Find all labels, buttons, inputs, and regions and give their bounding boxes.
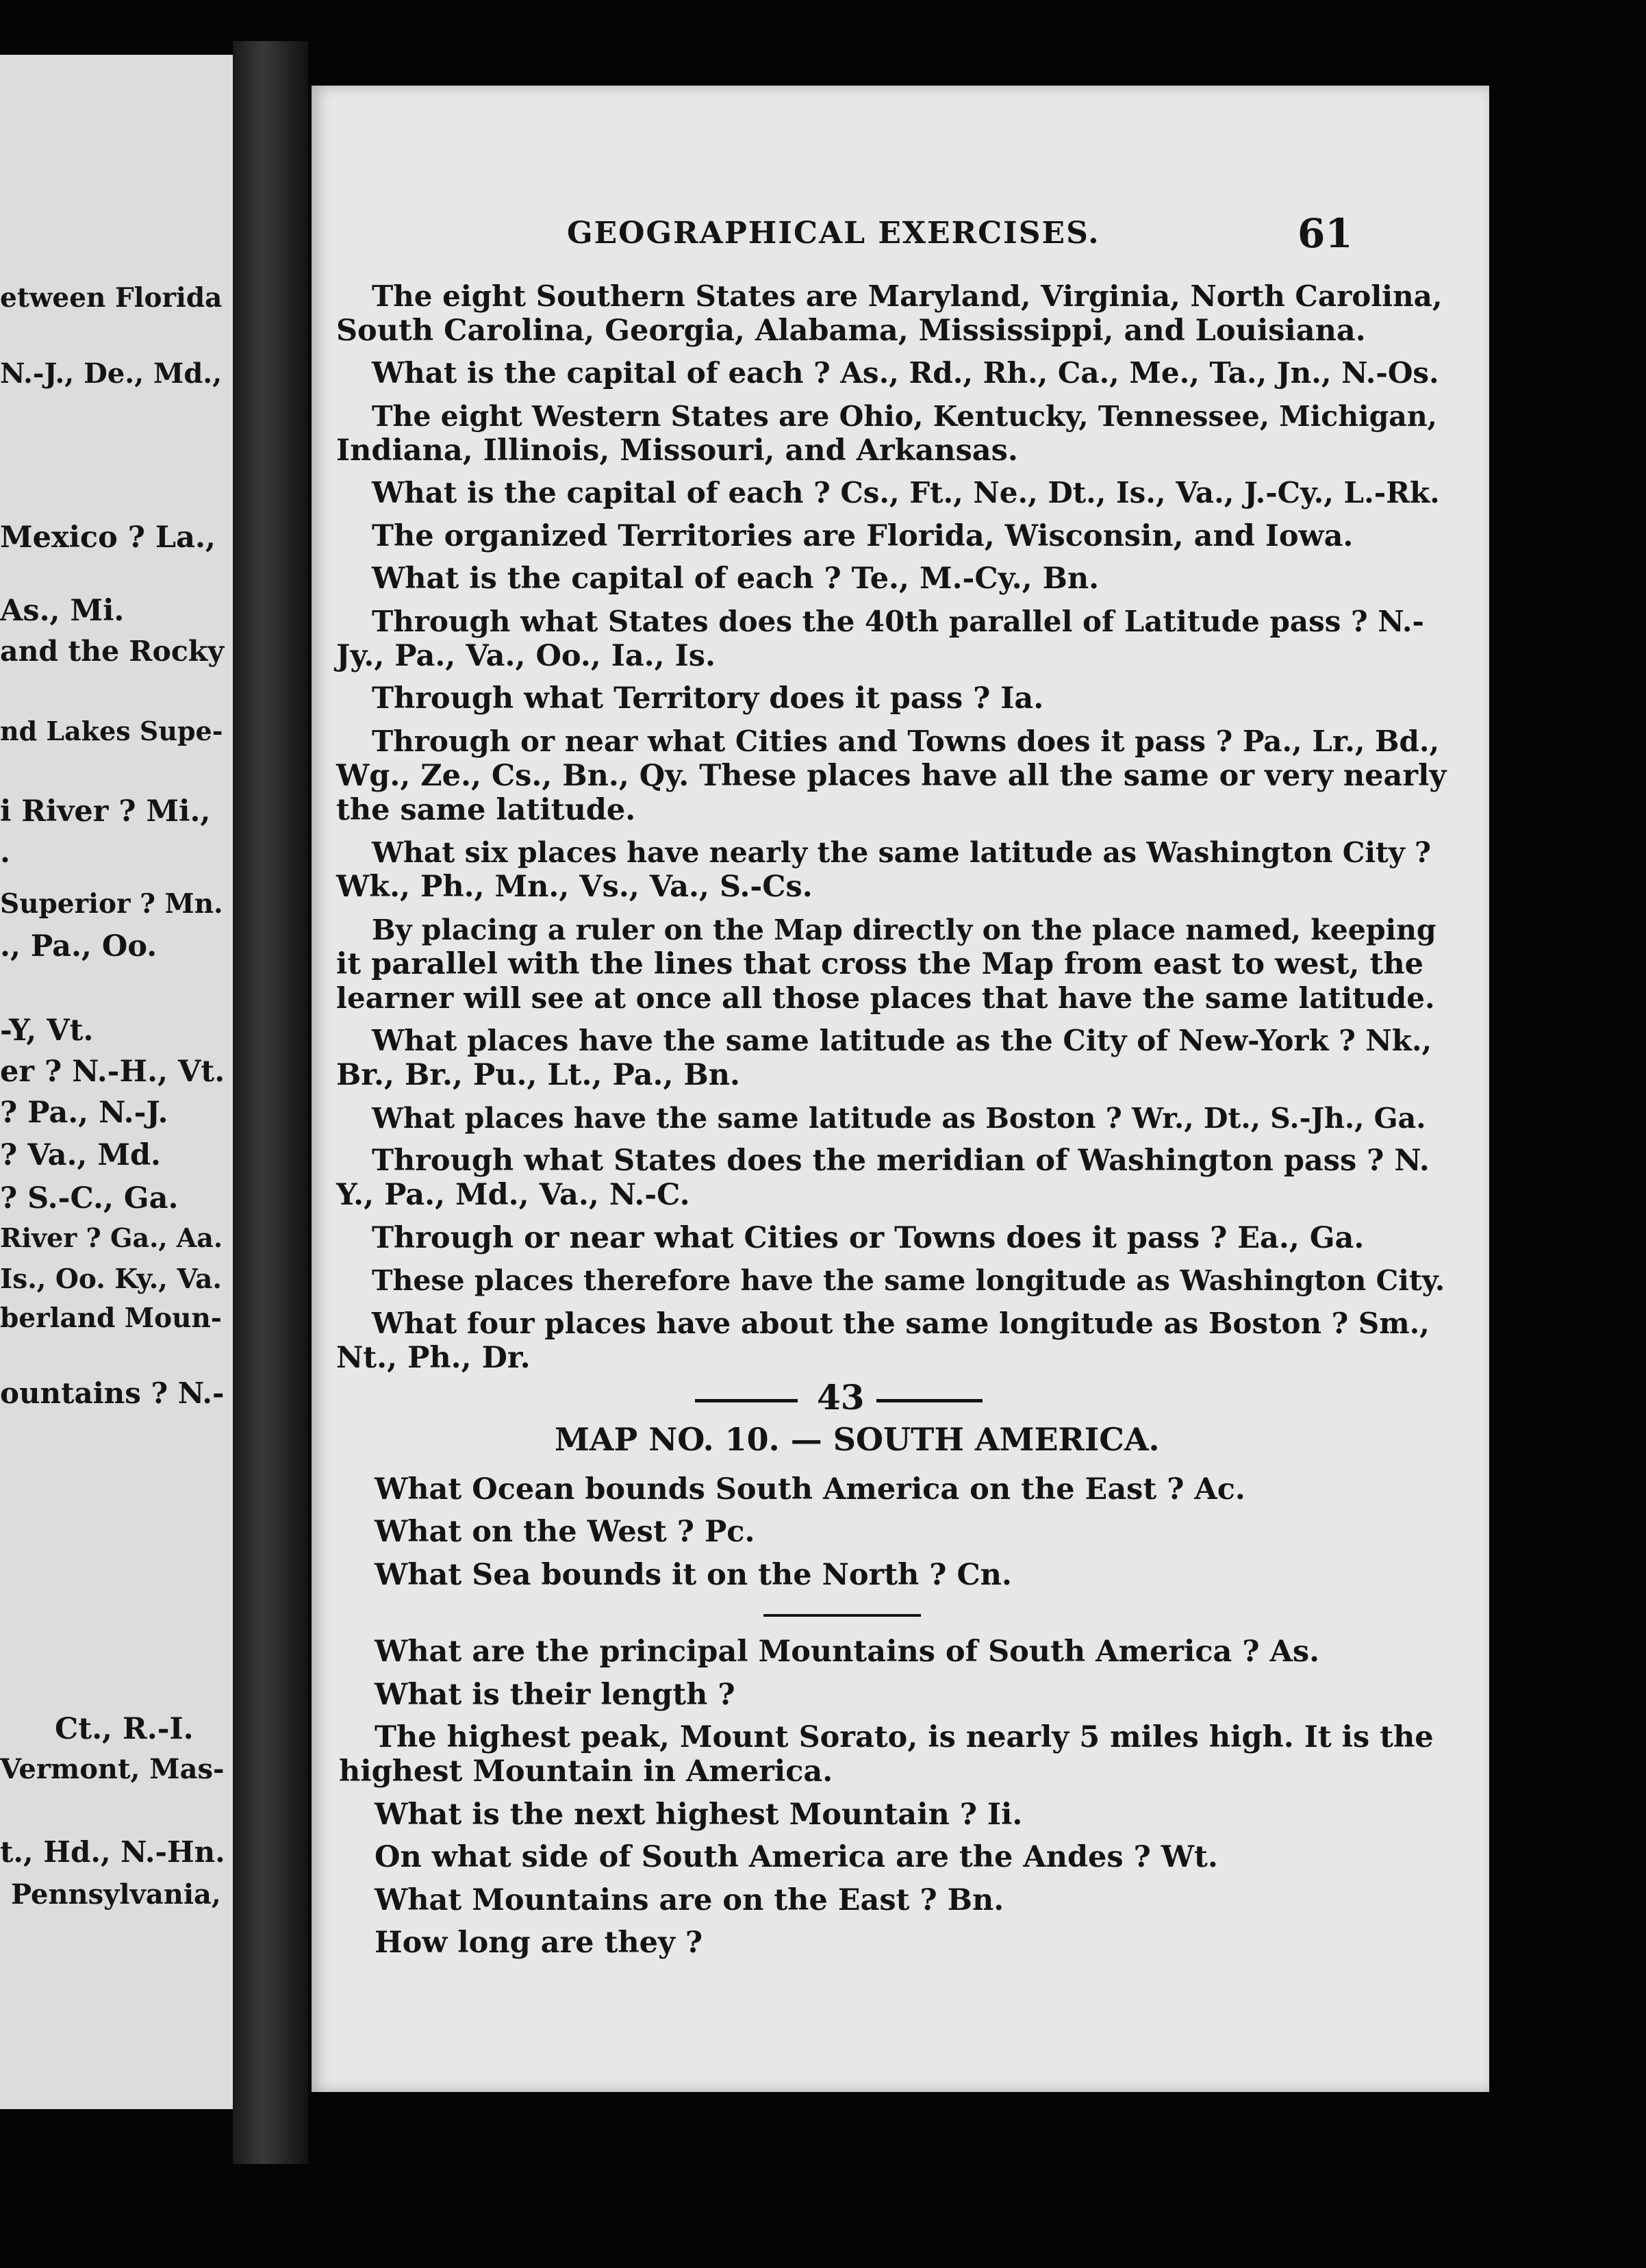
section-heading: MAP NO. 10. — SOUTH AMERICA. — [555, 1421, 1160, 1458]
section-number: 43 — [817, 1377, 865, 1418]
text-line: Br., Br., Pu., Lt., Pa., Bn. — [336, 1058, 740, 1092]
text-line: The eight Southern States are Maryland, Virginia, North Carolina, — [372, 279, 1443, 313]
text-line: The organized Territories are Florida, Wisconsin, and Iowa. — [372, 519, 1354, 553]
left-fragment-line: ? Va., Md. — [0, 1138, 161, 1172]
left-fragment-line: Pennsylvania, — [11, 1878, 221, 1911]
text-line: What is the next highest Mountain ? Ii. — [375, 1798, 1023, 1832]
left-fragment-line: ? S.-C., Ga. — [0, 1181, 179, 1215]
text-line: Through or near what Cities and Towns does it pass ? Pa., Lr., Bd., — [372, 724, 1440, 758]
left-fragment-line: i River ? Mi., — [0, 794, 211, 829]
left-fragment-line: Vermont, Mas- — [0, 1753, 225, 1785]
text-line: What Ocean bounds South America on the East ? Ac. — [375, 1472, 1245, 1507]
text-line: the same latitude. — [336, 793, 636, 827]
left-fragment-line: er ? N.-H., Vt. — [0, 1055, 225, 1089]
text-line: How long are they ? — [375, 1926, 703, 1960]
left-fragment-line: . — [0, 835, 10, 870]
text-line: learner will see at once all those places that have the same latitude. — [336, 981, 1435, 1015]
text-line: On what side of South America are the Andes ? Wt. — [375, 1840, 1218, 1874]
book-page — [312, 86, 1489, 2092]
left-fragment-line: etween Florida — [0, 282, 223, 314]
left-fragment-line: ountains ? N.- — [0, 1376, 225, 1410]
text-line: Through what States does the 40th parallel of Latitude pass ? N.- — [372, 605, 1424, 638]
left-page-fragment — [0, 55, 237, 2109]
left-fragment-line: Superior ? Mn. — [0, 888, 223, 920]
left-fragment-line: N.-J., De., Md., — [0, 357, 223, 390]
text-line: South Carolina, Georgia, Alabama, Mississippi, and Louisiana. — [336, 314, 1366, 348]
text-line: What is the capital of each ? As., Rd., Rh., Ca., Me., Ta., Jn., N.-Os. — [372, 356, 1439, 390]
running-head-title: GEOGRAPHICAL EXERCISES. — [567, 216, 1100, 251]
text-line: highest Mountain in America. — [339, 1754, 833, 1789]
left-fragment-line: River ? Ga., Aa. — [0, 1222, 223, 1253]
short-divider-rule — [763, 1614, 921, 1617]
text-line: What is the capital of each ? Cs., Ft., Ne., Dt., Is., Va., J.-Cy., L.-Rk. — [372, 476, 1440, 509]
text-line: What places have the same latitude as Boston ? Wr., Dt., S.-Jh., Ga. — [372, 1102, 1426, 1135]
left-fragment-line: t., Hd., N.-Hn. — [0, 1835, 225, 1869]
text-line: Through what States does the meridian of Washington pass ? N. — [372, 1144, 1430, 1178]
left-fragment-line: and the Rocky — [0, 635, 225, 668]
text-line: Jy., Pa., Va., Oo., Ia., Is. — [336, 639, 716, 673]
text-line: What on the West ? Pc. — [375, 1515, 755, 1549]
text-line: What six places have nearly the same latitude as Washington City ? — [372, 836, 1431, 869]
text-line: Through or near what Cities or Towns does it pass ? Ea., Ga. — [372, 1221, 1365, 1255]
section-rule-right — [876, 1399, 983, 1402]
left-fragment-line: Ct., R.-I. — [55, 1712, 194, 1746]
text-line: What is their length ? — [375, 1678, 735, 1712]
book-gutter — [233, 41, 308, 2164]
text-line: What are the principal Mountains of South America ? As. — [375, 1635, 1320, 1669]
text-line: Y., Pa., Md., Va., N.-C. — [336, 1178, 690, 1212]
left-fragment-line: ., Pa., Oo. — [0, 929, 157, 963]
left-fragment-line: -Y, Vt. — [0, 1013, 94, 1048]
text-line: The eight Western States are Ohio, Kentucky, Tennessee, Michigan, — [372, 400, 1437, 433]
section-rule-left — [695, 1399, 798, 1402]
text-line: What four places have about the same longitude as Boston ? Sm., — [372, 1307, 1430, 1340]
running-head — [312, 210, 1489, 264]
text-line: it parallel with the lines that cross the Map from east to west, the — [336, 947, 1423, 981]
left-fragment-line: Mexico ? La., — [0, 520, 216, 555]
left-fragment-line: Is., Oo. Ky., Va. — [0, 1263, 222, 1295]
text-line: These places therefore have the same longitude as Washington City. — [372, 1264, 1445, 1297]
left-fragment-line: berland Moun- — [0, 1302, 222, 1334]
text-line: Through what Territory does it pass ? Ia. — [372, 681, 1044, 716]
text-line: The highest peak, Mount Sorato, is nearly 5 miles high. It is the — [375, 1720, 1434, 1754]
left-fragment-line: ? Pa., N.-J. — [0, 1096, 168, 1130]
text-line: Nt., Ph., Dr. — [336, 1341, 531, 1375]
text-line: What Sea bounds it on the North ? Cn. — [375, 1558, 1012, 1592]
left-fragment-line: nd Lakes Supe- — [0, 716, 223, 746]
text-line: What Mountains are on the East ? Bn. — [375, 1883, 1004, 1917]
left-fragment-line: As., Mi. — [0, 594, 125, 628]
text-line: What is the capital of each ? Te., M.-Cy., Bn. — [372, 562, 1100, 596]
text-line: Indiana, Illinois, Missouri, and Arkansas. — [336, 433, 1018, 468]
text-line: By placing a ruler on the Map directly on the place named, keeping — [372, 914, 1436, 946]
text-line: What places have the same latitude as the City of New-York ? Nk., — [372, 1024, 1432, 1057]
text-line: Wg., Ze., Cs., Bn., Qy. These places have all the same or very nearly — [336, 759, 1447, 793]
page-number: 61 — [1297, 210, 1353, 257]
text-line: Wk., Ph., Mn., Vs., Va., S.-Cs. — [336, 870, 813, 904]
